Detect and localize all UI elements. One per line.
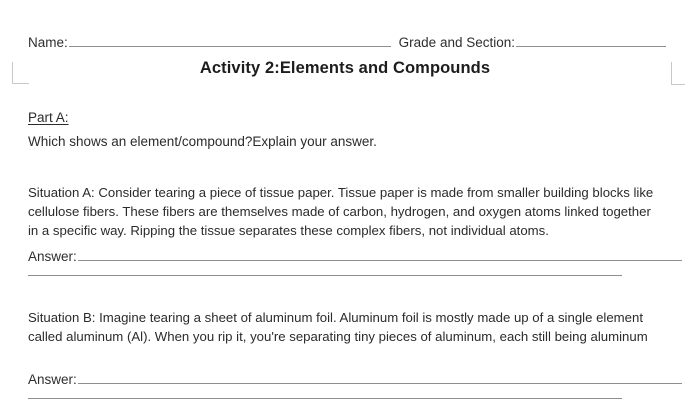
situation-b-answer-block	[28, 372, 682, 399]
grade-and-section-label: Grade and Section:	[398, 35, 515, 50]
name-label: Name:	[28, 35, 68, 50]
situation-b-answer-row	[28, 372, 682, 387]
page-title: Activity 2:Elements and Compounds	[199, 59, 491, 77]
situation-a-answer-line-2[interactable]	[28, 275, 622, 276]
part-a-heading: Part A:	[28, 110, 69, 125]
situation-a-answer-row	[28, 249, 682, 264]
situation-b-answer-label: Answer:	[28, 372, 77, 387]
name-blank-line[interactable]	[69, 46, 391, 47]
student-info-row	[28, 36, 666, 50]
part-a-prompt: Which shows an element/compound?Explain your answer.	[28, 134, 377, 149]
situation-b-text: Situation B: Imagine tearing a sheet of aluminum foil. Aluminum foil is mostly made up of a single element called aluminum (Al). When you rip it, you're separating tiny pieces of aluminum, each still being aluminum	[28, 310, 648, 344]
situation-a-answer-label: Answer:	[28, 249, 77, 264]
situation-a-text: Situation A: Consider tearing a piece of tissue paper. Tissue paper is made from smaller building blocks like cellulose fibers. These fibers are themselves made of carbon, hydrogen, and oxygen atoms linked together in a specific way. Ripping the tissue separates these complex fibers, not individual atoms.	[28, 185, 654, 238]
situation-b-answer-line-1[interactable]	[78, 383, 682, 384]
situation-a-answer-line-1[interactable]	[78, 260, 682, 261]
situation-b-answer-line-2[interactable]	[28, 398, 622, 399]
grade-and-section-blank-line[interactable]	[516, 46, 666, 47]
situation-a-answer-block	[28, 249, 682, 276]
